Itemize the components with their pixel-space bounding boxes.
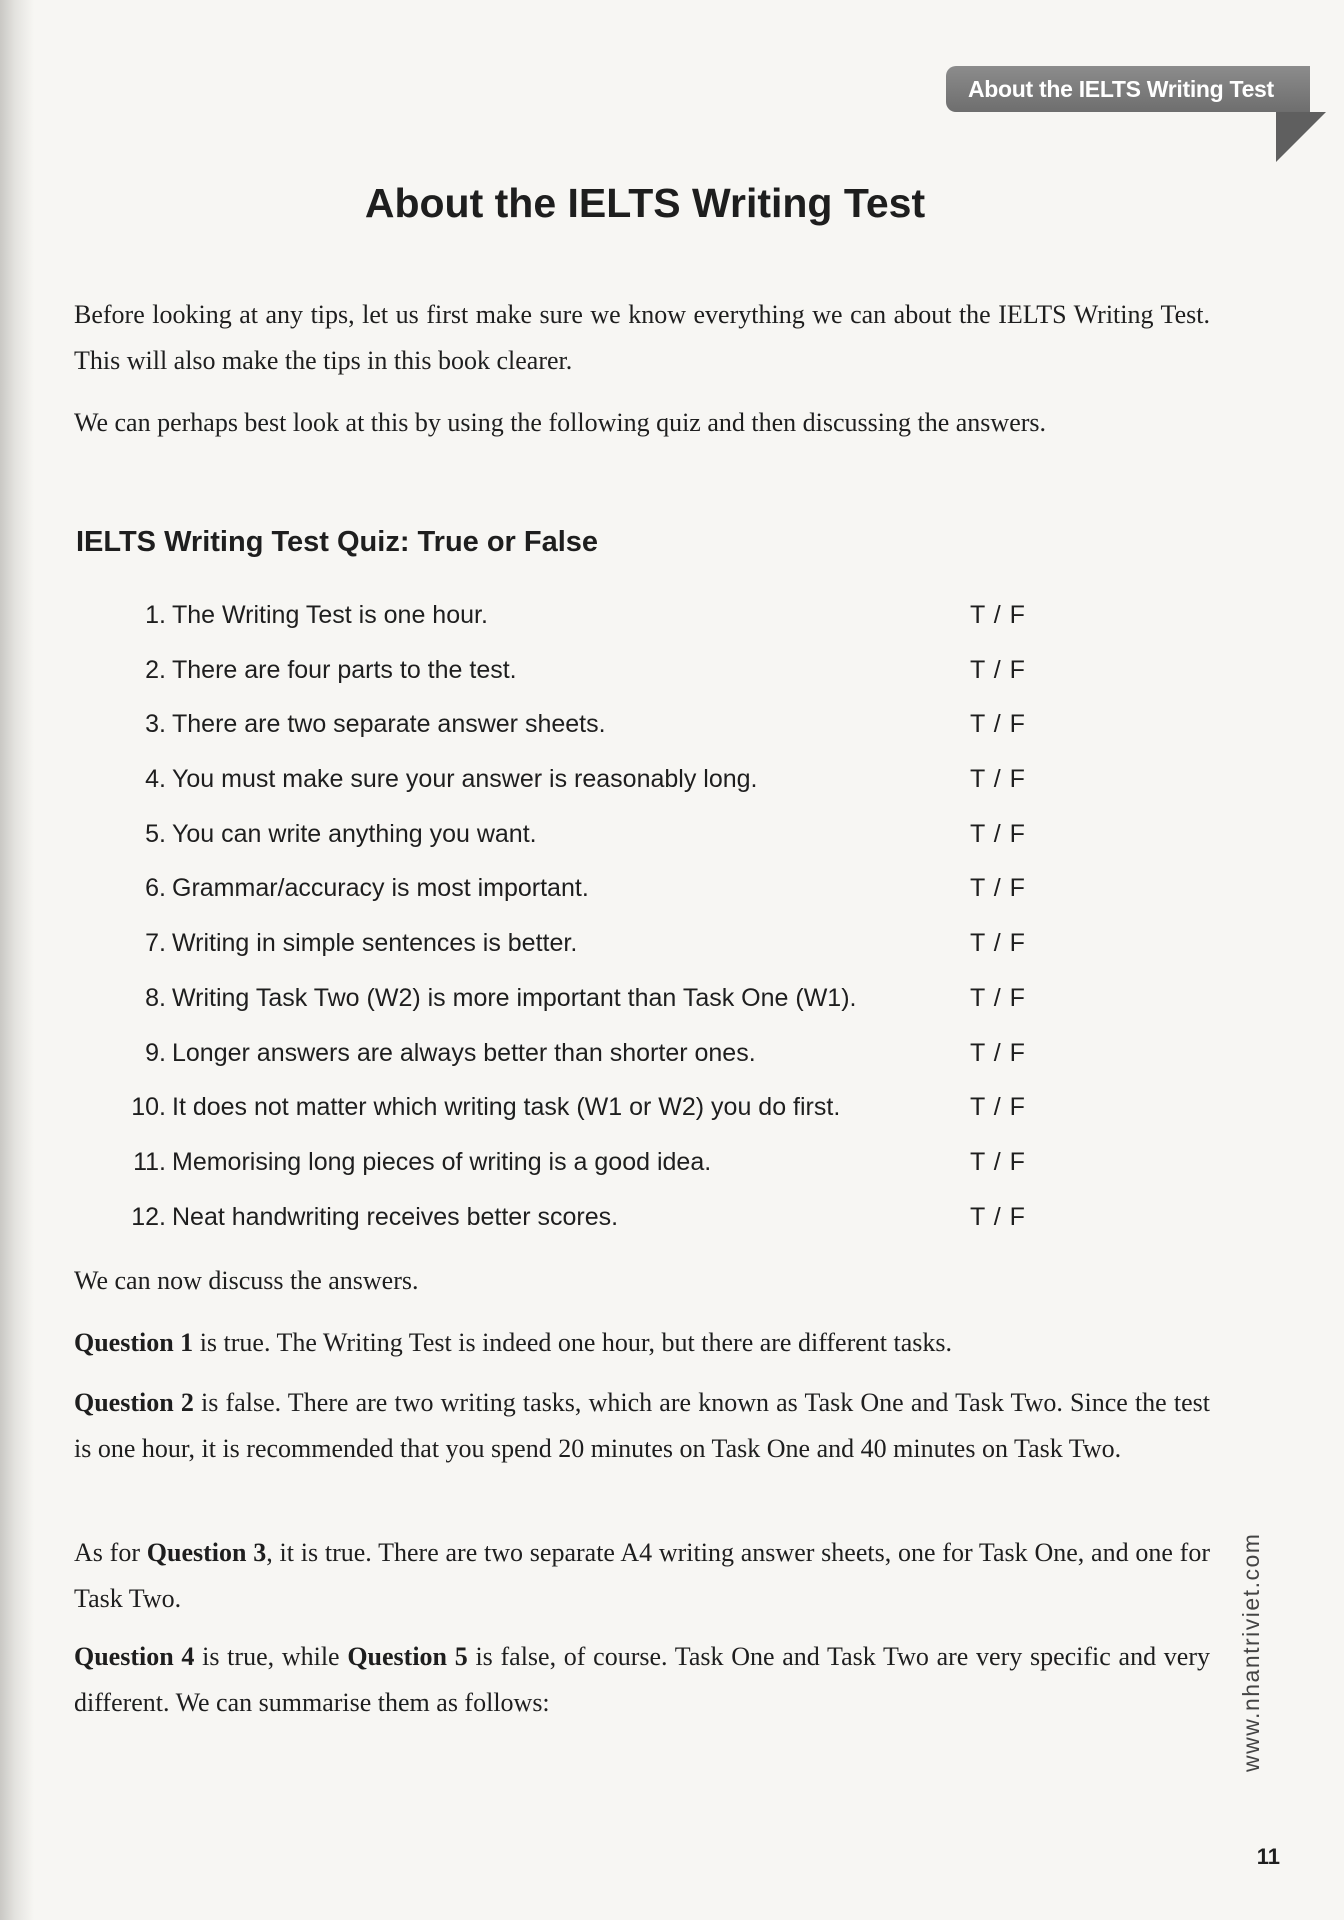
quiz-item-number: 9. xyxy=(145,1038,166,1067)
quiz-item-true-false: T / F xyxy=(970,1147,1026,1176)
quiz-item xyxy=(120,649,1040,704)
page-binding-shadow xyxy=(0,0,34,1920)
quiz-item xyxy=(120,1196,1040,1251)
quiz-heading: IELTS Writing Test Quiz: True or False xyxy=(76,526,599,558)
quiz-item-true-false: T / F xyxy=(970,929,1026,958)
answer-question-3-label: Question 3 xyxy=(146,1538,267,1567)
answer-question-5-text: is false, of course. Task One and Task Two are very specific and very different. We can summarise them as follows: xyxy=(74,1642,1210,1717)
answer-question-1-label: Question 1 xyxy=(74,1328,194,1357)
page-number: 11 xyxy=(1256,1844,1280,1869)
answer-question-1 xyxy=(74,1320,1210,1366)
quiz-item-true-false: T / F xyxy=(970,874,1026,903)
quiz-item-true-false: T / F xyxy=(970,710,1026,739)
answer-question-1-text: is true. The Writing Test is indeed one hour, but there are different tasks. xyxy=(193,1328,952,1357)
quiz-item-statement: Longer answers are always better than shorter ones. xyxy=(172,1038,756,1067)
quiz-item-statement: The Writing Test is one hour. xyxy=(172,601,488,629)
quiz-item-statement: Writing Task Two (W2) is more important than Task One (W1). xyxy=(172,983,857,1012)
quiz-item-statement: Memorising long pieces of writing is a good idea. xyxy=(172,1147,712,1176)
quiz-item-number: 8. xyxy=(145,983,166,1012)
quiz-item-number: 10. xyxy=(131,1093,166,1122)
section-header-label: About the IELTS Writing Test xyxy=(968,76,1274,102)
quiz-item-true-false: T / F xyxy=(970,983,1026,1012)
quiz-item-statement: There are four parts to the test. xyxy=(172,655,517,684)
answer-question-3-prefix: As for xyxy=(74,1538,147,1567)
quiz-item-true-false: T / F xyxy=(970,819,1026,848)
quiz-item-number: 6. xyxy=(145,874,166,903)
quiz-item-statement: It does not matter which writing task (W1 or W2) you do first. xyxy=(172,1093,841,1122)
answer-question-3 xyxy=(74,1530,1210,1622)
quiz-item-number: 7. xyxy=(145,929,166,958)
quiz-item-number: 4. xyxy=(145,765,166,794)
quiz-item-true-false: T / F xyxy=(970,1093,1026,1122)
quiz-item xyxy=(120,594,1040,649)
quiz-item xyxy=(120,1141,1040,1196)
quiz-item-true-false: T / F xyxy=(970,601,1026,629)
answer-question-5-label: Question 5 xyxy=(347,1642,468,1671)
quiz-item-statement: Neat handwriting receives better scores. xyxy=(172,1202,619,1231)
quiz-item xyxy=(120,922,1040,977)
answer-question-2-label: Question 2 xyxy=(74,1388,194,1417)
quiz-item-number: 12. xyxy=(131,1202,166,1231)
page-title: About the IELTS Writing Test xyxy=(364,180,926,226)
quiz-item-number: 11. xyxy=(133,1147,166,1176)
intro-paragraph-1: Before looking at any tips, let us first make sure we know everything we can about the IELTS Writing Test. This will also make the tips in this book clearer. xyxy=(74,300,1210,375)
quiz-item xyxy=(120,758,1040,813)
answers-intro: We can now discuss the answers. xyxy=(74,1266,419,1295)
quiz-list xyxy=(120,594,1040,1250)
quiz-item-statement: Writing in simple sentences is better. xyxy=(172,929,578,958)
answer-question-2 xyxy=(74,1380,1210,1472)
intro-paragraph-2: We can perhaps best look at this by using the following quiz and then discussing the answers. xyxy=(74,408,1047,437)
quiz-item-number: 2. xyxy=(145,655,166,684)
answer-question-4-5 xyxy=(74,1634,1210,1726)
answer-question-2-text: is false. There are two writing tasks, which are known as Task One and Task Two. Since the test is one hour, it is recommended that you spend 20 minutes on Task One and 40 minutes on Task Two. xyxy=(74,1388,1210,1463)
answer-question-4-label: Question 4 xyxy=(74,1642,195,1671)
quiz-item xyxy=(120,867,1040,922)
quiz-item xyxy=(120,813,1040,868)
quiz-item-statement: Grammar/accuracy is most important. xyxy=(172,874,589,903)
quiz-item-statement: There are two separate answer sheets. xyxy=(172,710,606,739)
quiz-item xyxy=(120,1032,1040,1087)
answer-question-3-text: , it is true. There are two separate A4 writing answer sheets, one for Task One, and one for Task Two. xyxy=(74,1538,1210,1613)
quiz-item-number: 5. xyxy=(145,819,166,848)
quiz-item-true-false: T / F xyxy=(970,1038,1026,1067)
quiz-item-number: 1. xyxy=(145,601,166,629)
quiz-item-statement: You can write anything you want. xyxy=(172,819,537,848)
publisher-website: www.nhantriviet.com xyxy=(1238,1532,1264,1772)
section-header-tab xyxy=(946,66,1310,112)
quiz-item-statement: You must make sure your answer is reasonably long. xyxy=(172,765,758,794)
header-tab-fold xyxy=(1276,112,1326,162)
quiz-item xyxy=(120,1086,1040,1141)
quiz-item xyxy=(120,703,1040,758)
quiz-item-number: 3. xyxy=(145,710,166,739)
quiz-item-true-false: T / F xyxy=(970,655,1026,684)
quiz-item-true-false: T / F xyxy=(970,765,1026,794)
quiz-item-true-false: T / F xyxy=(970,1202,1026,1231)
quiz-item xyxy=(120,977,1040,1032)
answer-question-4-text: is true, while xyxy=(194,1642,348,1671)
